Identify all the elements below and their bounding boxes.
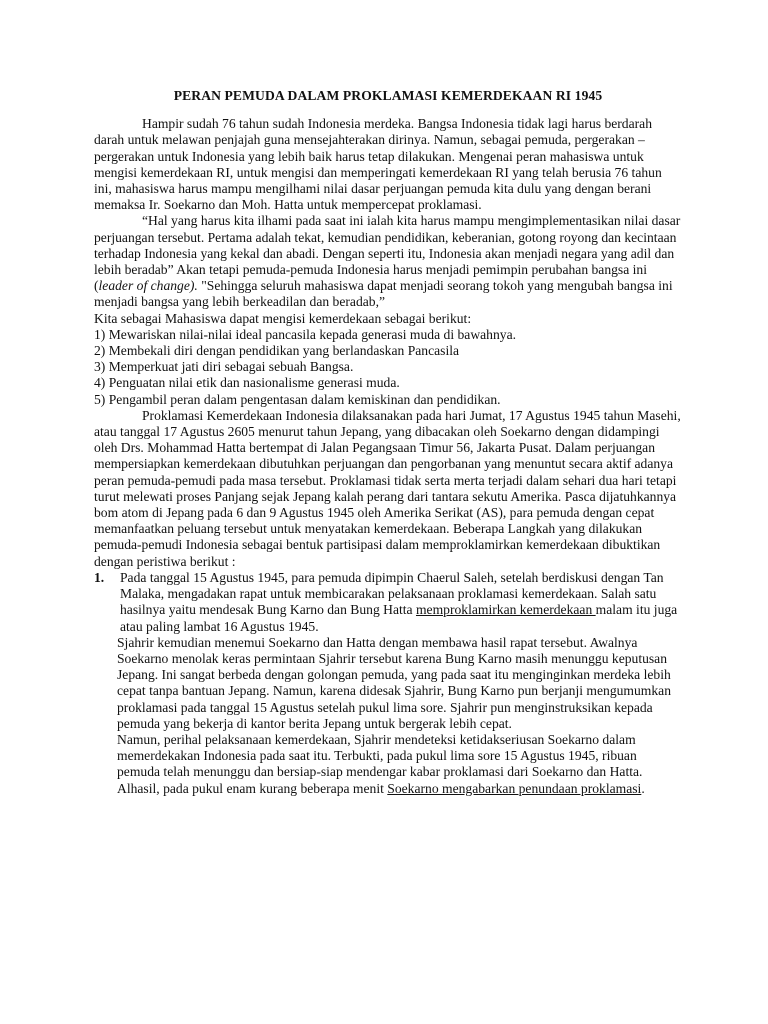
quote-text-continued: "Sehingga seluruh mahasiswa dapat menjadi seorang tokoh yang mengubah bangsa ini menjadi bangsa yang lebih berkeadilan dan beradab,” <box>94 278 673 310</box>
event-item-1 <box>94 570 682 635</box>
document-title: PERAN PEMUDA DALAM PROKLAMASI KEMERDEKAAN RI 1945 <box>173 88 603 103</box>
paragraph-quote <box>94 213 682 310</box>
event-text-start: Pada tanggal 15 Agustus 1945, para pemuda dipimpin Chaerul Saleh, setelah berdiskusi dengan Tan Malaka, mengadakan rapat untuk membicarakan pelaksanaan proklamasi kemerdekaan. Salah satu hasilnya yaitu mendesak Bung Karno dan Bung Hatta <box>120 569 664 618</box>
list-item: 5) Pengambil peran dalam pengentasan dalam kemiskinan dan pendidikan. <box>94 391 501 407</box>
delay-text-end: . <box>641 780 645 796</box>
list-intro: Kita sebagai Mahasiswa dapat mengisi kemerdekaan sebagai berikut: <box>94 310 472 326</box>
event-details <box>94 635 682 797</box>
list-item: 3) Memperkuat jati diri sebagai sebuah Bangsa. <box>94 359 354 375</box>
event-number: 1. <box>94 569 105 585</box>
delay-text: Namun, perihal pelaksanaan kemerdekaan, Sjahrir mendeteksi ketidakseriusan Soekarno dalam memerdekakan Indonesia pada saat itu. Terbukti, pada pukul lima sore 15 Agustus 1945, ribuan pemuda telah menunggu dan bersiap-siap mendengar kabar proklamasi dari Soekarno dan Hatta. Alhasil, pada pukul enam kurang beberapa menit <box>117 731 643 796</box>
list-item: 4) Penguatan nilai etik dan nasionalisme generasi muda. <box>94 375 400 391</box>
paragraph-delay <box>117 732 682 797</box>
paragraph-intro: Hampir sudah 76 tahun sudah Indonesia merdeka. Bangsa Indonesia tidak lagi harus berdarah darah untuk melawan penjajah guna mensejahterakan dirinya. Namun, sebagai pemuda, pergerakan – pergerakan untuk Indonesia yang lebih baik harus tetap dilakukan. Mengenai peran mahasiswa untuk mengisi kemerdekaan RI, untuk mengisi dan memperingati kemerdekaan RI yang telah berusia 76 tahun ini, mahasiswa harus mampu mengilhami nilai dasar perjuangan pemuda kita dulu yang dengan berani memaksa Ir. Soekarno dan Moh. Hatta untuk mempercepat proklamasi. <box>94 116 662 213</box>
list-item: 2) Membekali diri dengan pendidikan yang berlandaskan Pancasila <box>94 343 460 359</box>
leader-of-change-term: leader of change). <box>98 278 198 294</box>
link-soekarno-penundaan[interactable]: Soekarno mengabarkan penundaan proklamasi <box>387 780 642 796</box>
link-memproklamirkan-kemerdekaan[interactable]: memproklamirkan kemerdekaan <box>415 602 596 618</box>
event-text <box>120 570 682 635</box>
contribution-list <box>94 327 682 408</box>
paragraph-proclamation: Proklamasi Kemerdekaan Indonesia dilaksanakan pada hari Jumat, 17 Agustus 1945 tahun Masehi, atau tanggal 17 Agustus 2605 menurut tahun Jepang, yang dibacakan oleh Soekarno dengan didampingi oleh Drs. Mohammad Hatta bertempat di Jalan Pegangsaan Timur 56, Jakarta Pusat. Dalam perjuangan mempersiapkan kemerdekaan dibutuhkan perjuangan dan pengorbanan yang menuntut secara aktif adanya peran pemuda-pemudi pada masa tersebut. Proklamasi tidak serta merta terjadi dalam sehari dua hari tetapi turut melewati proses Panjang sejak Jepang kalah perang dari tantara sekutu Amerika. Pasca dijatuhkannya bom atom di Jepang pada 6 dan 9 Agustus 1945 oleh Amerika Serikat (AS), para pemuda dengan cepat memanfaatkan peluang tersebut untuk menyatakan kemerdekaan. Beberapa Langkah yang dilakukan pemuda-pemudi Indonesia sebagai bentuk partisipasi dalam memproklamirkan kemerdekaan dibuktikan dengan peristiwa berikut : <box>94 407 681 569</box>
event-text-end: malam itu juga atau paling lambat 16 Agustus 1945. <box>120 602 678 634</box>
list-item: 1) Mewariskan nilai-nilai ideal pancasila kepada generasi muda di bawahnya. <box>94 326 516 342</box>
paragraph-sjahrir: Sjahrir kemudian menemui Soekarno dan Hatta dengan membawa hasil rapat tersebut. Awalnya Soekarno menolak keras permintaan Sjahrir tersebut karena Bung Karno masih menunggu keputusan Jepang. Ini sangat berbeda dengan golongan pemuda, yang pada saat itu menginginkan merdeka lebih cepat tanpa bantuan Jepang. Namun, karena didesak Sjahrir, Bung Karno pun berjanji mengumumkan proklamasi pada tanggal 15 Agustus setelah pukul lima sore. Sjahrir pun menginstruksikan kepada pemuda yang bekerja di kantor berita Jepang untuk bergerak lebih cepat. <box>117 634 671 731</box>
quote-text: “Hal yang harus kita ilhami pada saat ini ialah kita harus mampu mengimplementasikan nilai dasar perjuangan tersebut. Pertama adalah tekat, kemudian pendidikan, keberanian, gotong royong dan kecintaan terhadap Indonesia yang kekal dan abadi. Dengan seperti itu, Indonesia akan menjadi negara yang adil dan lebih beradab” Akan tetapi pemuda-pemuda Indonesia harus menjadi pemimpin perubahan bangsa ini ( <box>94 213 681 294</box>
